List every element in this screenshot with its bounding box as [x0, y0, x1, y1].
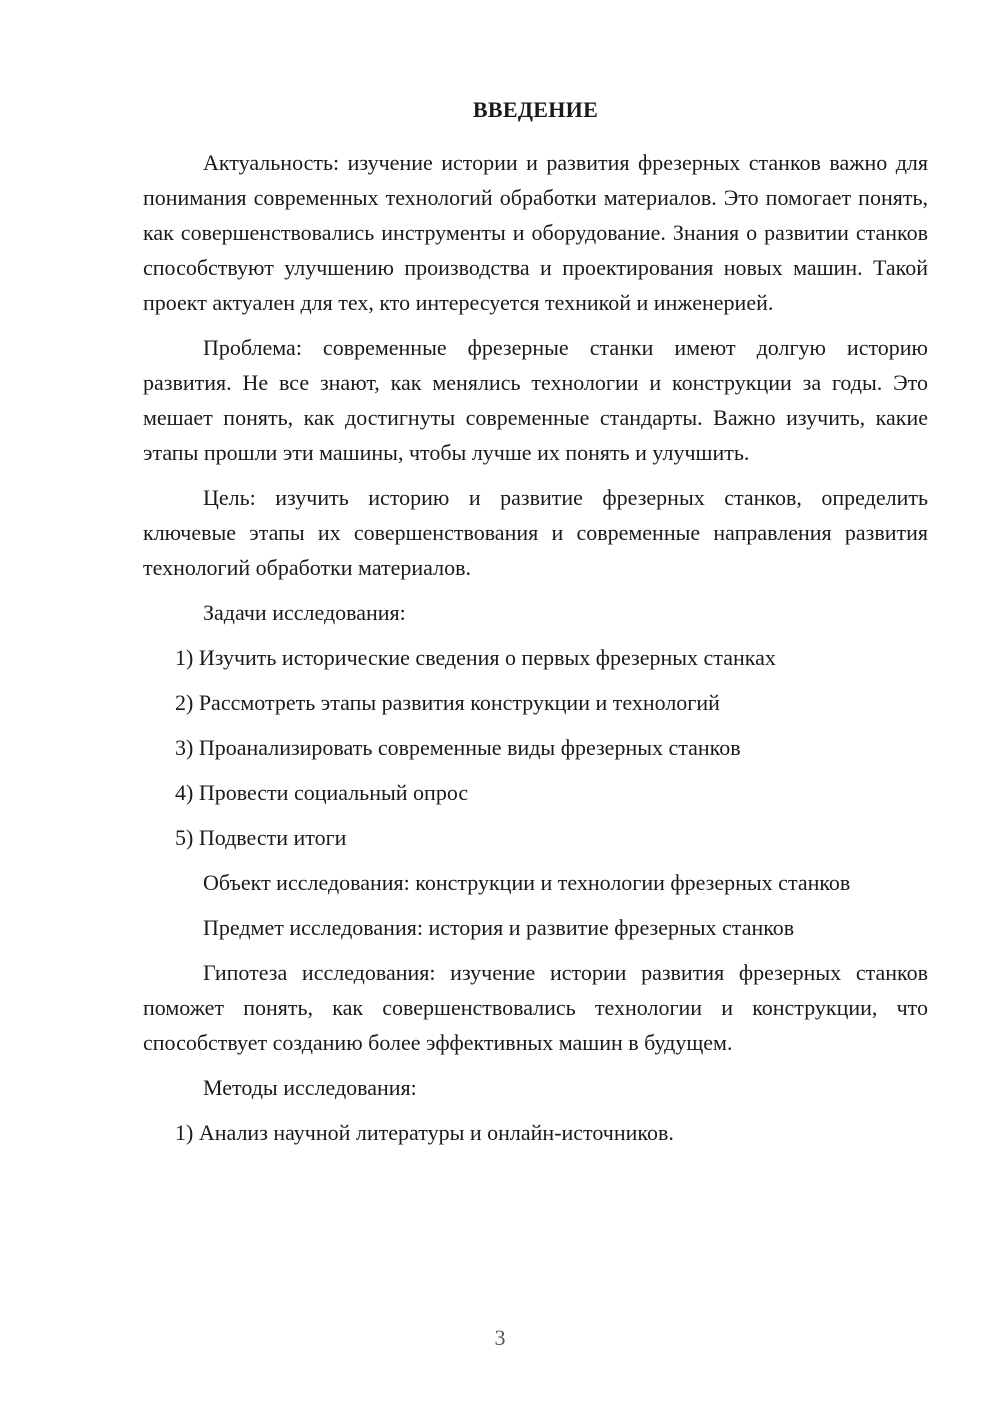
object-paragraph: Объект исследования: конструкции и технологии фрезерных станков [203, 870, 851, 895]
page-number: 3 [494, 1325, 506, 1350]
task-item: 1) Изучить исторические сведения о первых фрезерных станках [175, 645, 776, 670]
method-item: 1) Анализ научной литературы и онлайн-источников. [175, 1120, 674, 1145]
section-heading: ВВЕДЕНИЕ [472, 97, 599, 122]
subject-paragraph: Предмет исследования: история и развитие фрезерных станков [203, 915, 795, 940]
methods-list [143, 1115, 928, 1150]
tasks-title: Задачи исследования: [203, 600, 406, 625]
relevance-paragraph: Актуальность: изучение истории и развития фрезерных станков важно для понимания современных технологий обработки материалов. Это помогает понять, как совершенствовались инструменты и оборудование. Знания о развитии станков способствуют улучшению производства и проектирования новых машин. Такой проект актуален для тех, кто интересуется техникой и инженерией. [143, 150, 928, 315]
problem-paragraph: Проблема: современные фрезерные станки имеют долгую историю развития. Не все знают, как менялись технологии и конструкции за годы. Это мешает понять, как достигнуты современные стандарты. Важно изучить, какие этапы прошли эти машины, чтобы лучше их понять и улучшить. [143, 335, 928, 465]
tasks-list [143, 640, 928, 855]
task-item: 5) Подвести итоги [175, 825, 347, 850]
task-item: 2) Рассмотреть этапы развития конструкции и технологий [175, 690, 720, 715]
goal-paragraph: Цель: изучить историю и развитие фрезерных станков, определить ключевые этапы их совершенствования и современные направления развития технологий обработки материалов. [143, 485, 928, 580]
document-page [143, 95, 928, 1160]
methods-title: Методы исследования: [203, 1075, 417, 1100]
hypothesis-paragraph: Гипотеза исследования: изучение истории развития фрезерных станков поможет понять, как совершенствовались технологии и конструкции, что способствует созданию более эффективных машин в будущем. [143, 960, 928, 1055]
task-item: 3) Проанализировать современные виды фрезерных станков [175, 735, 741, 760]
task-item: 4) Провести социальный опрос [175, 780, 469, 805]
